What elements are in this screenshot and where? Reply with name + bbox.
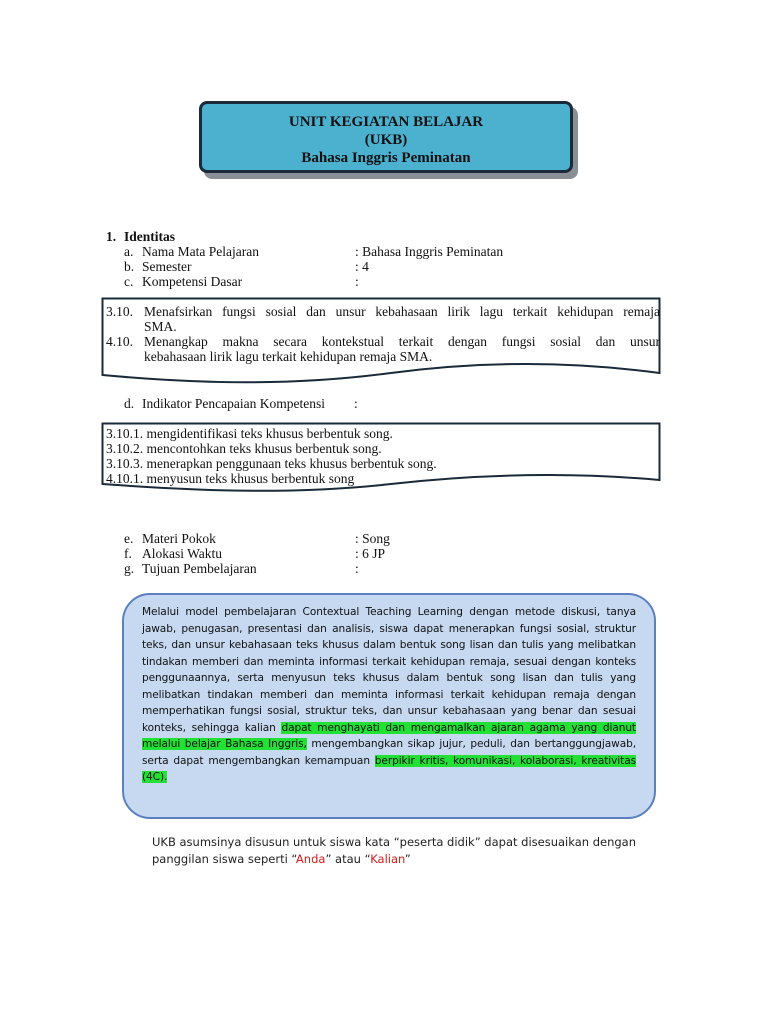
row-label: Tujuan Pembelajaran	[142, 561, 257, 576]
row-value: :	[354, 396, 358, 411]
row-label: Nama Mata Pelajaran	[142, 244, 259, 259]
kd-item	[106, 304, 660, 319]
row-label: Semester	[142, 259, 192, 274]
row-letter: c.	[124, 274, 134, 289]
row-letter: g.	[124, 561, 135, 576]
kd-text: kebahasaan lirik lagu terkait kehidupan remaja SMA.	[144, 349, 433, 364]
row-value: : Bahasa Inggris Peminatan	[355, 244, 504, 259]
title-line-2: (UKB)	[364, 132, 408, 148]
row-letter: f.	[124, 546, 132, 561]
note-kalian: Kalian	[370, 852, 405, 866]
note-anda: Anda	[295, 852, 326, 866]
title-line-3: Bahasa Inggris Peminatan	[301, 150, 471, 166]
note-part: UKB asumsinya disusun untuk siswa kata “peserta didik” dapat disesuaikan dengan panggilan siswa seperti “	[152, 835, 636, 866]
tujuan-highlight: berpikir kritis, komunikasi, kolaborasi, kreativitas (4C).	[142, 754, 637, 783]
indikator-item: 4.10.1. menyusun teks khusus berbentuk song	[106, 471, 355, 486]
kd-number: 4.10.	[106, 334, 133, 349]
row-value: :	[355, 561, 359, 576]
row-letter: b.	[124, 259, 135, 274]
title-line-1: UNIT KEGIATAN BELAJAR	[288, 114, 484, 130]
title-box	[199, 101, 573, 173]
note-text	[152, 834, 662, 868]
note-part: ”	[404, 852, 411, 866]
row-label: Materi Pokok	[142, 531, 216, 546]
kd-text: SMA.	[144, 319, 177, 334]
kd-list	[106, 304, 660, 364]
note-part: ” atau “	[325, 852, 371, 866]
row-value: : 6 JP	[355, 546, 386, 561]
row-label: Indikator Pencapaian Kompetensi	[142, 396, 325, 411]
tujuan-text	[142, 604, 636, 786]
kd-item-cont	[106, 349, 660, 364]
tujuan-part: Melalui model pembelajaran Contextual Teaching Learning dengan metode diskusi, tanya jawab, penugasan, presentasi dan analisis, siswa dapat menerapkan fungsi sosial, struktur teks, dan unsur kebahasaan teks khusus dalam bentuk song lisan dan tulis yang melibatkan tindakan memberi dan meminta informasi terkait kehidupan remaja, sesuai dengan konteks penggunaannya, serta menyusun teks khusus dalam bentuk song lisan dan tulis yang melibatkan tindakan memberi dan meminta informasi terkait kehidupan remaja dengan memperhatikan fungsi sosial, struktur teks, dan unsur kebahasaan yang benar dan sesuai konteks, sehingga kalian	[142, 606, 636, 734]
kd-text: Menafsirkan fungsi sosial dan unsur kebahasaan lirik lagu terkait kehidupan remaja	[144, 304, 660, 319]
row-letter: a.	[124, 244, 134, 259]
indikator-item: 3.10.2. mencontohkan teks khusus berbentuk song.	[106, 441, 382, 456]
indikator-list	[106, 426, 660, 486]
row-value: :	[355, 274, 359, 289]
row-value: : Song	[355, 531, 390, 546]
tujuan-highlight: dapat menghayati dan mengamalkan ajaran agama yang dianut melalui belajar Bahasa Inggris,	[142, 721, 636, 750]
section-heading: Identitas	[124, 229, 176, 244]
kd-number: 3.10.	[106, 304, 133, 319]
indikator-item: 3.10.3. menerapkan penggunaan teks khusus berbentuk song.	[106, 456, 437, 471]
row-letter: d.	[124, 396, 135, 411]
kd-item	[106, 334, 660, 349]
section-number: 1.	[106, 229, 117, 244]
tujuan-part: mengembangkan sikap jujur, peduli, dan bertanggungjawab, serta dapat mengembangkan kemampuan	[142, 738, 636, 767]
row-value: : 4	[355, 259, 369, 274]
indikator-item: 3.10.1. mengidentifikasi teks khusus berbentuk song.	[106, 426, 393, 441]
row-letter: e.	[124, 531, 134, 546]
row-label: Kompetensi Dasar	[142, 274, 243, 289]
kd-item-cont	[106, 319, 660, 334]
kd-text: Menangkap makna secara kontekstual terkait dengan fungsi sosial dan unsur	[144, 334, 660, 349]
row-label: Alokasi Waktu	[142, 546, 223, 561]
